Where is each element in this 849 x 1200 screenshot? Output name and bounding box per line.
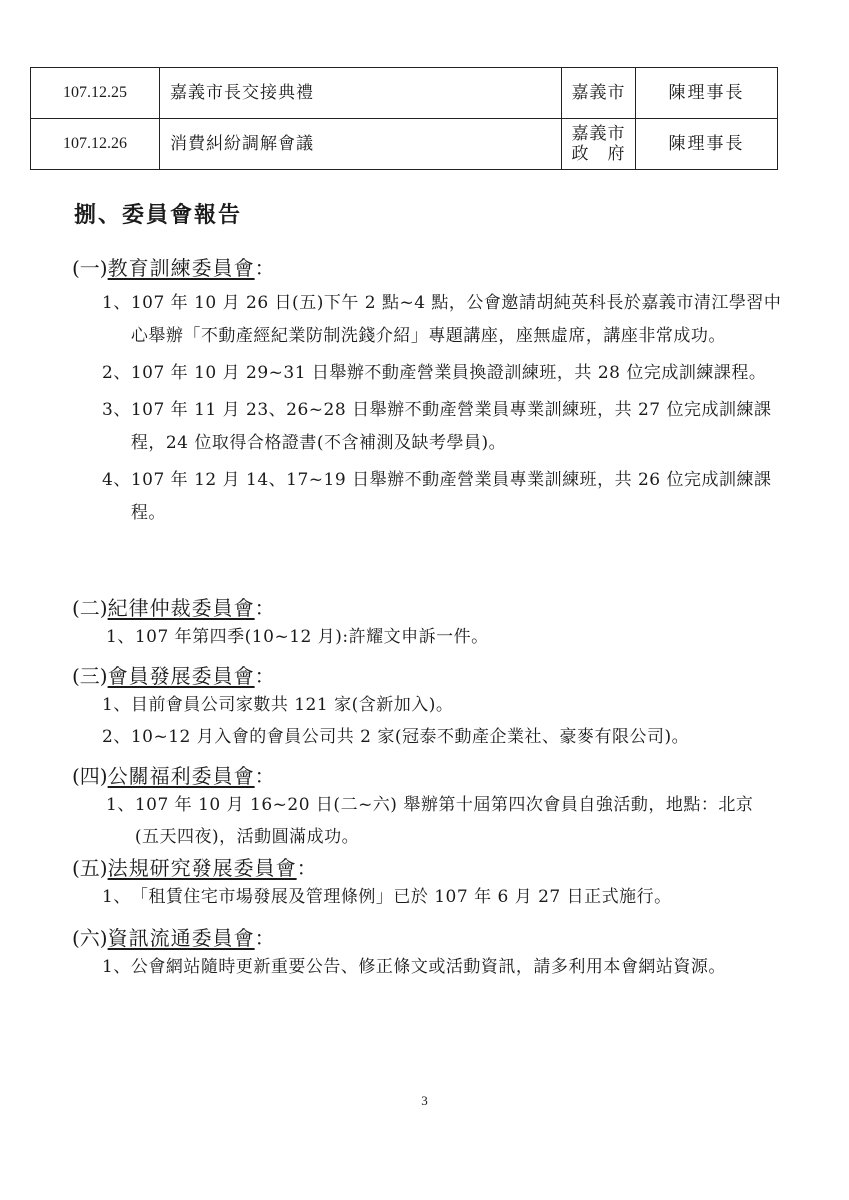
- committee-colon: ：: [254, 256, 275, 280]
- list-item: [102, 881, 792, 913]
- item-text: 107 年第四季(10~12 月):許耀文申訴一件。: [134, 627, 489, 647]
- item-list: [102, 689, 792, 753]
- committee-number: (六): [72, 926, 108, 950]
- committee-colon: ：: [254, 926, 275, 950]
- item-number: 1、: [102, 695, 131, 715]
- place-cell: [562, 68, 636, 119]
- committee-name: 法規研究發展委員會: [107, 856, 297, 880]
- committee-information: [72, 922, 782, 984]
- item-text: 「租賃住宅市場發展及管理條例」已於 107 年 6 月 27 日正式施行。: [130, 887, 672, 907]
- section-title: 捌、委員會報告: [74, 202, 243, 228]
- committee-heading: [72, 852, 792, 881]
- list-item: [102, 287, 782, 353]
- item-number: 1、: [102, 957, 131, 977]
- place-line: 政 府: [571, 144, 626, 164]
- committee-name: 資訊流通委員會: [107, 926, 255, 950]
- committee-number: (一): [72, 256, 108, 280]
- item-text: 107 年 10 月 29~31 日舉辦不動產營業員換證訓練班，共 28 位完成訓練課程。: [130, 363, 767, 383]
- committee-name: 教育訓練委員會: [107, 256, 255, 280]
- committee-name: 公關福利委員會: [107, 764, 255, 788]
- list-item: [102, 951, 782, 984]
- place-line: 嘉義市: [571, 123, 626, 144]
- item-number: 3、: [102, 400, 131, 420]
- place-line: 嘉義市: [571, 82, 626, 103]
- committee-colon: ：: [254, 664, 275, 688]
- list-item: [102, 689, 792, 721]
- item-text: 公會網站隨時更新重要公告、修正條文或活動資訊，請多利用本會網站資源。: [130, 957, 726, 977]
- date-cell: 107.12.26: [31, 119, 160, 170]
- committee-membership: [72, 660, 792, 753]
- item-text: 目前會員公司家數共 121 家(含新加入)。: [130, 695, 454, 715]
- item-number: 1、: [106, 795, 135, 815]
- committee-heading: [72, 760, 776, 789]
- item-number: 2、: [102, 727, 131, 747]
- item-number: 1、: [106, 627, 135, 647]
- committee-heading: [72, 592, 776, 621]
- committee-education: [72, 252, 782, 530]
- page-number: 3: [421, 1093, 428, 1108]
- item-list: [102, 881, 792, 913]
- committee-colon: ：: [254, 596, 275, 620]
- item-text: 107 年 10 月 16~20 日(二~六) 舉辦第十屆第四次會員自強活動，地點：北京(五天四夜)，活動圓滿成功。: [134, 795, 754, 847]
- committee-number: (三): [72, 664, 108, 688]
- item-number: 1、: [102, 887, 131, 907]
- committee-discipline: [72, 592, 776, 653]
- committee-heading: [72, 660, 792, 689]
- schedule-table: [30, 67, 778, 170]
- event-cell: 消費糾紛調解會議: [160, 119, 562, 170]
- item-list: [102, 951, 782, 984]
- committee-heading: [72, 252, 782, 281]
- item-text: 107 年 11 月 23、26~28 日舉辦不動產營業員專業訓練班，共 27 位完成訓練課程，24 位取得合格證書(不含補測及缺考學員)。: [130, 400, 772, 453]
- committee-name: 紀律仲裁委員會: [107, 596, 255, 620]
- list-item: [102, 721, 792, 753]
- table-row: [31, 119, 778, 170]
- person-cell: 陳理事長: [636, 119, 778, 170]
- item-text: 10~12 月入會的會員公司共 2 家(冠泰不動產企業社、豪麥有限公司)。: [130, 727, 690, 747]
- committee-number: (二): [72, 596, 108, 620]
- committee-number: (四): [72, 764, 108, 788]
- item-text: 107 年 10 月 26 日(五)下午 2 點~4 點，公會邀請胡純英科長於嘉義市清江學習中心舉辦「不動產經紀業防制洗錢介紹」專題講座，座無虛席，講座非常成功。: [130, 293, 782, 346]
- committee-name: 會員發展委員會: [107, 664, 255, 688]
- list-item: [102, 357, 782, 390]
- item-list: [106, 621, 776, 653]
- item-list: [102, 287, 782, 530]
- item-number: 2、: [102, 363, 131, 383]
- item-number: 1、: [102, 293, 131, 313]
- person-cell: 陳理事長: [636, 68, 778, 119]
- committee-colon: ：: [254, 764, 275, 788]
- committee-regulations: [72, 852, 792, 913]
- committee-colon: ：: [296, 856, 317, 880]
- list-item: [106, 621, 776, 653]
- committee-public-relations: [72, 760, 776, 853]
- item-text: 107 年 12 月 14、17~19 日舉辦不動產營業員專業訓練班，共 26 位完成訓練課程。: [130, 470, 772, 523]
- place-cell: [562, 119, 636, 170]
- list-item: [102, 394, 782, 460]
- committee-number: (五): [72, 856, 108, 880]
- item-number: 4、: [102, 470, 131, 490]
- table-row: [31, 68, 778, 119]
- item-list: [106, 789, 776, 853]
- event-cell: 嘉義市長交接典禮: [160, 68, 562, 119]
- list-item: [106, 789, 776, 853]
- committee-heading: [72, 922, 782, 951]
- date-cell: 107.12.25: [31, 68, 160, 119]
- list-item: [102, 464, 782, 530]
